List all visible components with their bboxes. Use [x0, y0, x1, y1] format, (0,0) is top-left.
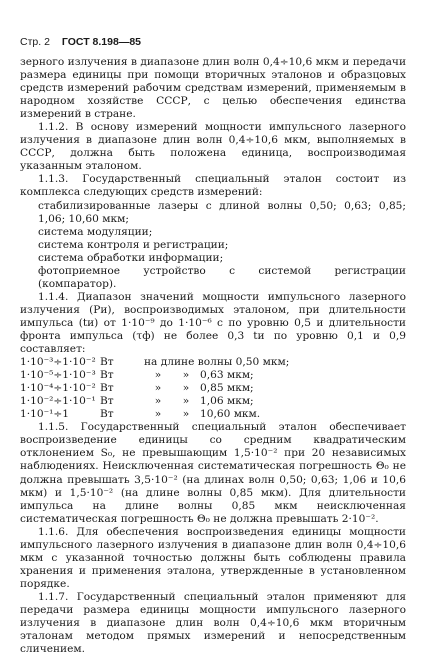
- range-unit: Вт: [100, 395, 114, 408]
- wavelength-value: 0,85 мкм;: [200, 382, 254, 395]
- range-unit: Вт: [100, 408, 114, 421]
- range-row: [20, 382, 406, 395]
- list-item: система контроля и регистрации;: [38, 238, 229, 251]
- range-row: [20, 369, 406, 382]
- power-ranges-table: [20, 356, 406, 421]
- paragraph-1-1-2: 1.1.2. В основу измерений мощности импульсного лазерного излучения в диапазоне длин волн 0,4÷10,6 мкм, выполняемых в СССР, должна быть положена единица, воспроизводимая указанным эталоном.: [20, 121, 406, 173]
- wavelength-value: на длине волны 0,50 мкм;: [144, 356, 290, 369]
- list-item: фотоприемное устройство с системой регистрации (компаратор).: [38, 264, 406, 290]
- range-row: [20, 408, 406, 421]
- ditto-mark: »: [154, 382, 162, 395]
- document-body: [20, 56, 406, 656]
- paragraph-1-1-3: 1.1.3. Государственный специальный эталон состоит из комплекса следующих средств измерений:: [20, 173, 406, 199]
- paragraph-1-1-7: 1.1.7. Государственный специальный эталон применяют для передачи размера единицы мощности импульсного лазерного излучения в диапазоне длин волн 0,4÷10,6 мкм вторичным эталонам методом прямых измерений и непосредственным сличением.: [20, 590, 406, 656]
- list-item: система модуляции;: [38, 225, 153, 238]
- paragraph-1-1-4: 1.1.4. Диапазон значений мощности импульсного лазерного излучения (Pи), воспроизводимых эталоном, при длительности импульса (tи) от 1·10⁻⁹ до 1·10⁻⁶ с по уровню 0,5 и длительности фронта импульса (τф) не более 0,3 tи по уровню 0,1 и 0,9 составляет:: [20, 290, 406, 356]
- ditto-mark: »: [182, 395, 190, 408]
- range-unit: Вт: [100, 356, 114, 369]
- range-value: 1·10⁻⁴÷1·10⁻²: [20, 382, 96, 395]
- range-row: [20, 356, 406, 369]
- page-header: [20, 36, 141, 48]
- range-unit: Вт: [100, 382, 114, 395]
- list-item: система обработки информации;: [38, 251, 224, 264]
- list-item: стабилизированные лазеры с длиной волны 0,50; 0,63; 0,85; 1,06; 10,60 мкм;: [38, 199, 406, 225]
- paragraph-continuation: зерного излучения в диапазоне длин волн 0,4÷10,6 мкм и передачи размера единицы при помощи вторичных эталонов и образцовых средств измерений рабочим средствам измерений, применяемым в народном хозяйстве СССР, с целью обеспечения единства измерений в стране.: [20, 56, 406, 121]
- range-row: [20, 395, 406, 408]
- ditto-mark: »: [154, 369, 162, 382]
- wavelength-value: 1,06 мкм;: [200, 395, 254, 408]
- paragraph-1-1-6: 1.1.6. Для обеспечения воспроизведения единицы мощности импульсного лазерного излучения в диапазоне длин волн 0,4÷10,6 мкм с указанной точностью должны быть соблюдены правила хранения и применения эталона, утвержденные в установленном порядке.: [20, 525, 406, 590]
- ditto-mark: »: [154, 395, 162, 408]
- ditto-mark: »: [154, 408, 162, 421]
- range-value: 1·10⁻³÷1·10⁻²: [20, 356, 96, 369]
- page-number: Стр. 2: [20, 36, 50, 48]
- wavelength-value: 10,60 мкм.: [200, 408, 261, 421]
- wavelength-value: 0,63 мкм;: [200, 369, 254, 382]
- range-value: 1·10⁻²÷1·10⁻¹: [20, 395, 96, 408]
- ditto-mark: »: [182, 382, 190, 395]
- range-value: 1·10⁻⁵÷1·10⁻³: [20, 369, 96, 382]
- components-list: [38, 200, 406, 291]
- range-unit: Вт: [100, 369, 114, 382]
- ditto-mark: »: [182, 369, 190, 382]
- standard-number: ГОСТ 8.198—85: [61, 36, 141, 48]
- paragraph-1-1-5: 1.1.5. Государственный специальный эталон обеспечивает воспроизведение единицы со средним квадратическим отклонением S₀, не превышающим 1,5·10⁻² при 20 независимых наблюдениях. Неисключенная систематическая погрешность Θ₀ не должна превышать 3,5·10⁻² (на длинах волн 0,50; 0,63; 1,06 и 10,6 мкм) и 1,5·10⁻² (на длине волны 0,85 мкм). Для длительности импульса на длине волны 0,85 мкм неисключенная систематическая погрешность Θ₀ не должна превышать 2·10⁻².: [20, 421, 406, 525]
- ditto-mark: »: [182, 408, 190, 421]
- range-value: 1·10⁻¹÷1: [20, 408, 70, 421]
